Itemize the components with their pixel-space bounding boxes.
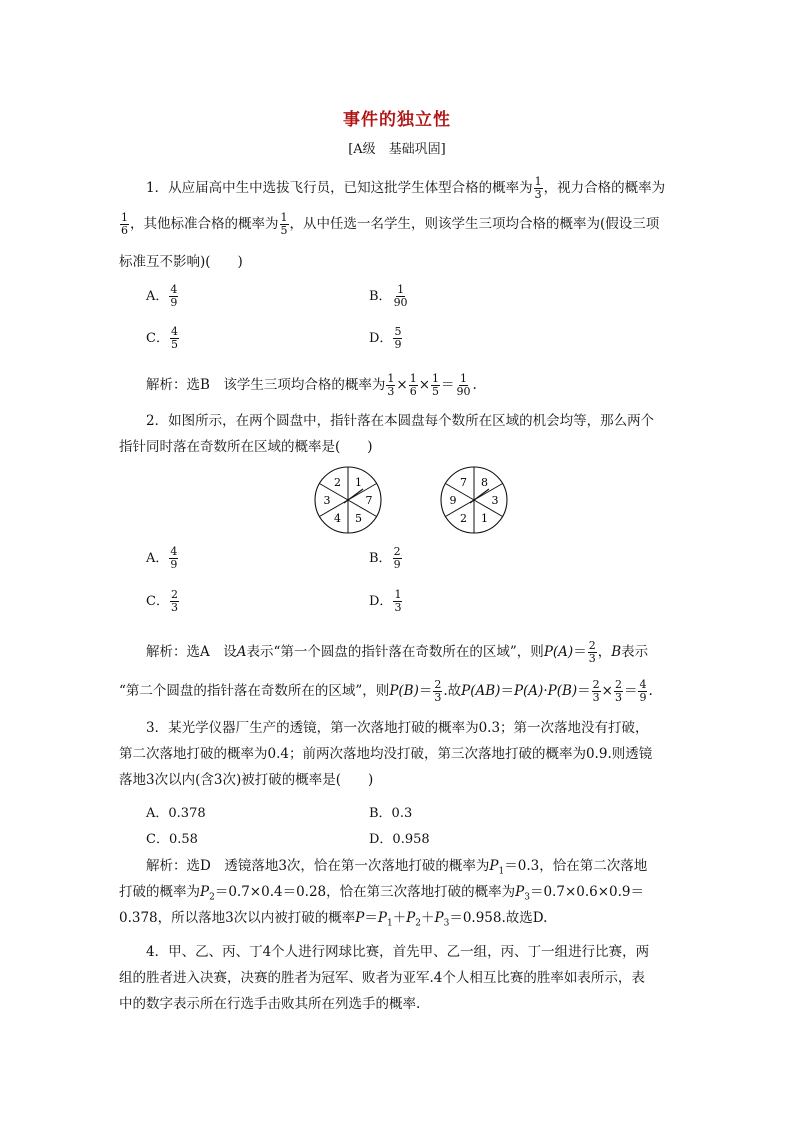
fraction: $\frac{1}{6}$ xyxy=(121,211,128,237)
q3-option-b: B．0.3 xyxy=(369,806,413,821)
q1-option-b: B． $\frac{1}{90}$ xyxy=(369,283,408,309)
pointer xyxy=(344,489,363,503)
q2-stem-line1: 2．如图所示，在两个圆盘中，指针落在本圆盘每个数所在区域的机会均等，那么两个 xyxy=(146,413,655,429)
q1-stem-line1: 1．从应届高中生中选拔飞行员，已知这批学生体型合格的概率为 $\frac{1}{3}$ ，视力合格的概率为 xyxy=(146,175,666,201)
q2-option-b: B． $\frac{2}{9}$ xyxy=(369,545,401,571)
q2-solution-line1: 解析：选A 设A表示“第一个圆盘的指针落在奇数所在的区域”，则P(A)＝ $\frac{2}{3}$ ，B表示 xyxy=(146,639,649,665)
q3-solution-line3: 0.378，所以落地3次以内被打破的概率$P=P_1+P_2+P_3=0.958$.故选D. xyxy=(119,910,548,929)
sector-number: 2 xyxy=(460,512,467,526)
q1-solution: 解析：选B 该学生三项均合格的概率为 $\frac{1}{3}$ × $\frac{1}{6}$ × $\frac{1}{5}$ ＝ $\frac{1}{90}$ . xyxy=(146,372,477,398)
q1-option-d: D． $\frac{5}{9}$ xyxy=(369,325,402,351)
spinner-disk-1 xyxy=(315,467,381,533)
q3-option-d: D．0.958 xyxy=(369,832,430,847)
q1-option-a: A． $\frac{4}{9}$ xyxy=(146,283,178,309)
sector-number: 1 xyxy=(481,512,488,526)
sector-number: 4 xyxy=(334,512,341,526)
sector-number: 3 xyxy=(491,494,499,507)
spinner-figure xyxy=(312,466,512,538)
q3-stem-line2: 第二次落地打破的概率为0.4；前两次落地均没打破，第三次落地打破的概率为0.9.则透镜 xyxy=(119,746,653,762)
q3-option-a: A．0.378 xyxy=(146,806,206,821)
sector-number: 9 xyxy=(449,494,457,507)
sector-number: 5 xyxy=(355,512,362,526)
section-label: [A级 基础巩固] xyxy=(348,142,446,157)
q3-option-c: C．0.58 xyxy=(146,832,198,847)
q2-option-c: C． $\frac{2}{3}$ xyxy=(146,588,178,614)
pointer xyxy=(470,489,489,503)
fraction: $\frac{1}{3}$ xyxy=(534,175,542,201)
sector-number: 1 xyxy=(355,475,362,489)
sector-number: 2 xyxy=(334,475,341,489)
q4-stem-line1: 4．甲、乙、丙、丁4个人进行网球比赛，首先甲、乙一组，丙、丁一组进行比赛，两 xyxy=(146,944,650,960)
q3-solution-line2: 打破的概率为$P_2=0.7\times 0.4=0.28$，恰在第三次落地打破的概率为$P_3=0.7\times 0.6\times 0.9=$ xyxy=(119,884,645,903)
spinner-disk-2 xyxy=(441,467,507,533)
q3-stem-line3: 落地3次以内(含3次)被打破的概率是( ) xyxy=(119,772,374,788)
q4-stem-line2: 组的胜者进入决赛，决赛的胜者为冠军、败者为亚军.4个人相互比赛的胜率如表所示，表 xyxy=(119,970,645,986)
q3-solution-line1: 解析：选D 透镜落地3次，恰在第一次落地打破的概率为$P_1=0.3$，恰在第二次落地 xyxy=(146,858,648,877)
q3-stem-line1: 3．某光学仪器厂生产的透镜，第一次落地打破的概率为0.3；第一次落地没有打破， xyxy=(146,720,649,736)
q1-stem-line2: $\frac{1}{6}$ ，其他标准合格的概率为 $\frac{1}{5}$ ，从中任选一名学生，则该学生三项均合格的概率为(假设三项 xyxy=(121,211,660,237)
fraction: $\frac{1}{5}$ xyxy=(280,211,288,237)
q1-stem-line3: 标准互不影响)( ) xyxy=(119,254,243,270)
q2-stem-line2: 指针同时落在奇数所在区域的概率是( ) xyxy=(119,439,373,455)
q1-option-c: C． $\frac{4}{5}$ xyxy=(146,325,178,351)
q2-option-a: A． $\frac{4}{9}$ xyxy=(146,545,178,571)
sector-number: 8 xyxy=(481,475,488,489)
sector-number: 7 xyxy=(460,475,467,489)
q2-option-d: D． $\frac{1}{3}$ xyxy=(369,588,402,614)
q2-solution-line2: “第二个圆盘的指针落在奇数所在的区域”，则P(B)＝ $\frac{2}{3}$ .故P(AB)＝P(A)·P(B)＝ $\frac{2}{3}$ × $\frac{2}{3}$ ＝ $\frac{4}{9}$ . xyxy=(119,678,653,704)
q4-stem-line3: 中的数字表示所在行选手击败其所在列选手的概率. xyxy=(119,996,421,1012)
page-title: 事件的独立性 xyxy=(343,110,451,130)
sector-number: 7 xyxy=(365,494,373,507)
sector-number: 3 xyxy=(323,494,331,507)
